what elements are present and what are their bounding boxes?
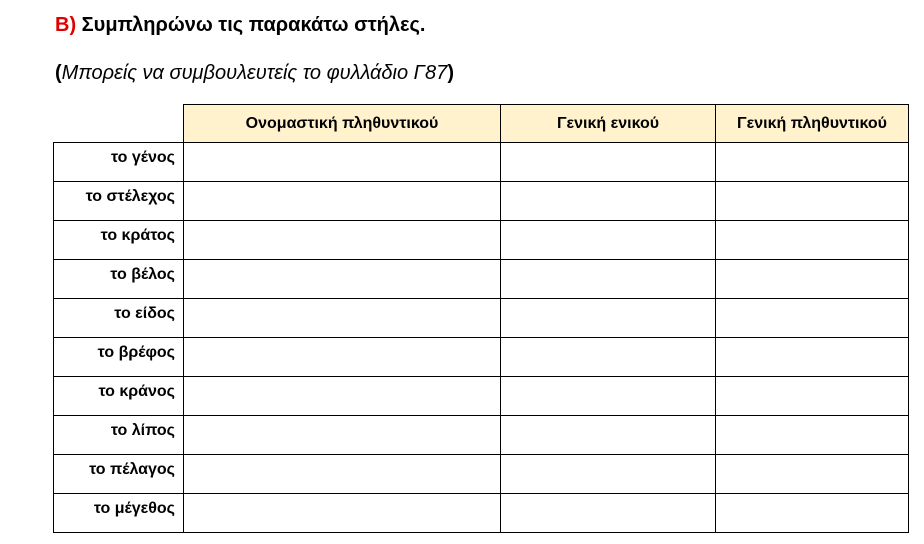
row-label: το λίπος [54,416,184,455]
table-row [54,416,909,455]
table-row [54,338,909,377]
answer-cell-genitive-plural[interactable] [716,260,909,299]
table-row [54,260,909,299]
table-row [54,143,909,182]
table-row [54,221,909,260]
answer-cell-genitive-plural[interactable] [716,455,909,494]
answer-cell-genitive-singular[interactable] [501,143,716,182]
row-label: το γένος [54,143,184,182]
answer-cell-genitive-plural[interactable] [716,143,909,182]
answer-cell-genitive-singular[interactable] [501,416,716,455]
answer-cell-nominative-plural[interactable] [184,416,501,455]
table-row [54,494,909,533]
table-row [54,455,909,494]
row-label: το βρέφος [54,338,184,377]
answer-cell-nominative-plural[interactable] [184,338,501,377]
header-genitive-singular: Γενική ενικού [501,105,716,143]
row-label: το πέλαγος [54,455,184,494]
note-open-paren: ( [55,62,62,84]
exercise-heading [55,14,425,37]
note-text: Μπορείς να συμβουλευτείς το φυλλάδιο Γ87 [61,62,448,84]
answer-cell-genitive-plural[interactable] [716,377,909,416]
answer-cell-genitive-singular[interactable] [501,338,716,377]
answer-cell-genitive-plural[interactable] [716,338,909,377]
answer-cell-genitive-singular[interactable] [501,377,716,416]
answer-cell-genitive-singular[interactable] [501,182,716,221]
table-row [54,182,909,221]
answer-cell-nominative-plural[interactable] [184,494,501,533]
note-close-paren: ) [447,62,454,84]
answer-cell-genitive-plural[interactable] [716,416,909,455]
declension-table [53,104,909,533]
answer-cell-nominative-plural[interactable] [184,221,501,260]
answer-cell-nominative-plural[interactable] [184,143,501,182]
table-row [54,377,909,416]
answer-cell-nominative-plural[interactable] [184,299,501,338]
answer-cell-genitive-plural[interactable] [716,182,909,221]
answer-cell-nominative-plural[interactable] [184,182,501,221]
row-label: το μέγεθος [54,494,184,533]
header-row [54,105,909,143]
header-genitive-plural: Γενική πληθυντικού [716,105,909,143]
answer-cell-nominative-plural[interactable] [184,260,501,299]
answer-cell-genitive-plural[interactable] [716,299,909,338]
table-row [54,299,909,338]
answer-cell-nominative-plural[interactable] [184,377,501,416]
row-label: το κράνος [54,377,184,416]
answer-cell-nominative-plural[interactable] [184,455,501,494]
exercise-title: Συμπληρώνω τις παρακάτω στήλες. [81,14,426,36]
row-label: το είδος [54,299,184,338]
header-nominative-plural: Ονομαστική πληθυντικού [184,105,501,143]
answer-cell-genitive-singular[interactable] [501,494,716,533]
answer-cell-genitive-singular[interactable] [501,299,716,338]
header-corner [54,105,184,143]
answer-cell-genitive-plural[interactable] [716,494,909,533]
answer-cell-genitive-plural[interactable] [716,221,909,260]
row-label: το βέλος [54,260,184,299]
exercise-note [55,62,454,85]
row-label: το στέλεχος [54,182,184,221]
answer-cell-genitive-singular[interactable] [501,260,716,299]
exercise-letter: B) [55,14,77,36]
answer-cell-genitive-singular[interactable] [501,455,716,494]
row-label: το κράτος [54,221,184,260]
answer-cell-genitive-singular[interactable] [501,221,716,260]
